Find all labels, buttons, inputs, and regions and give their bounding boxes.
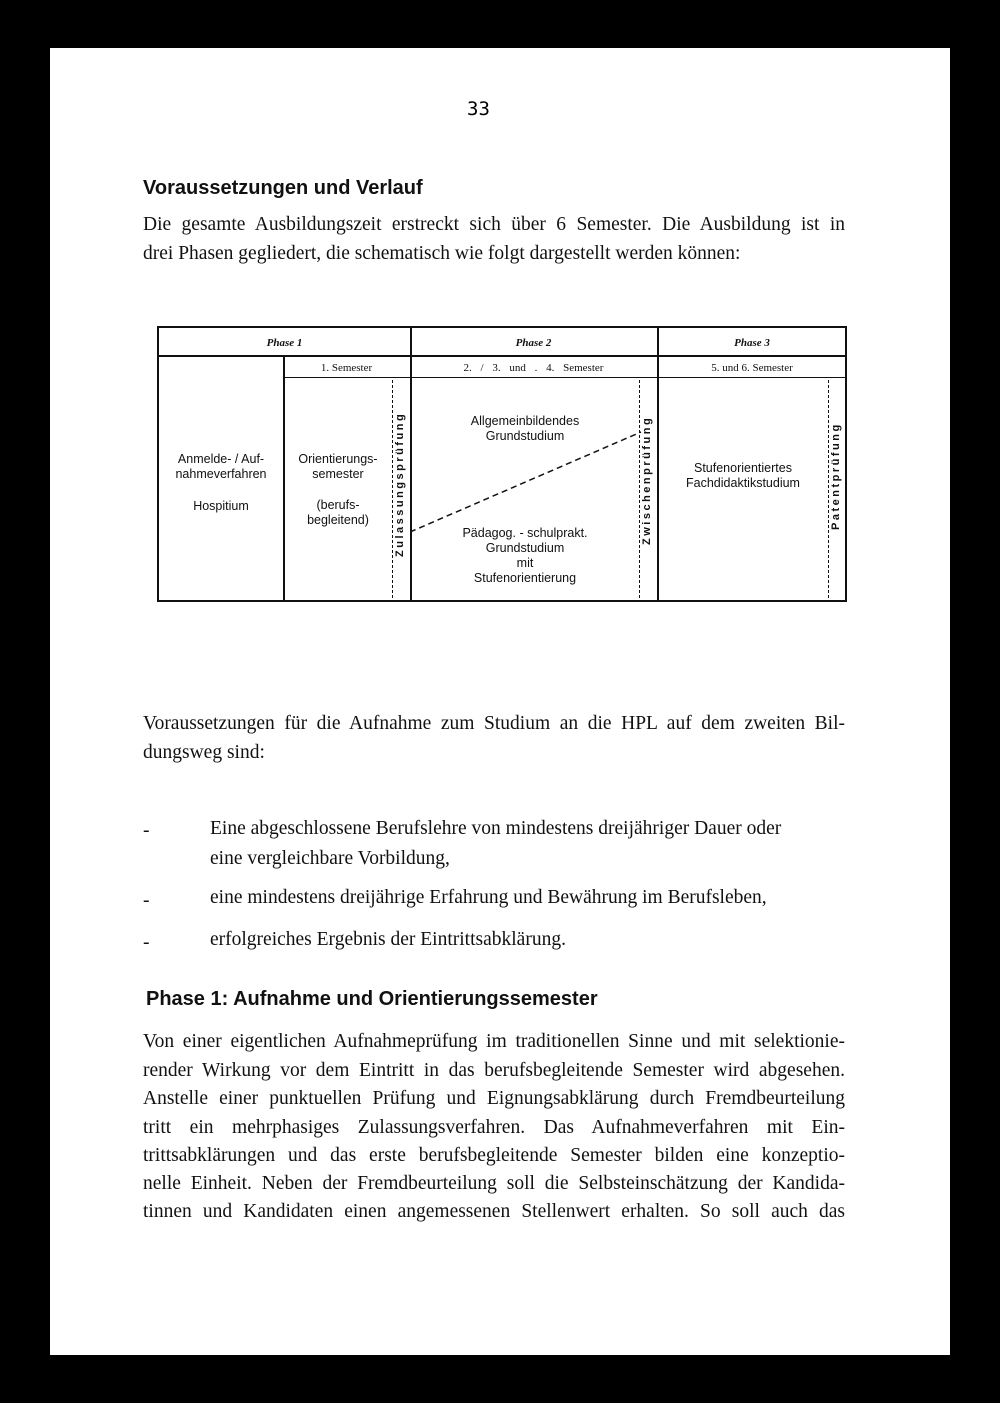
col-a-line-1: Anmelde- / Auf-	[177, 452, 265, 466]
patentpruefung-label: Patentprüfung	[830, 422, 842, 530]
intro-line-2: drei Phasen gegliedert, die schematisch wie folgt dargestellt werden können:	[143, 243, 741, 264]
bullet-dash-1: -	[143, 820, 150, 841]
col-b-line-4: begleitend)	[307, 513, 369, 527]
para-line-3: Anstelle einer punktuellen Prüfung und Eignungsabklärung durch Fremdbeurteilung	[143, 1088, 845, 1109]
col-b-line-1: Orientierungs-	[298, 452, 378, 466]
phase-3-header: Phase 3	[734, 337, 770, 349]
page-number: 33	[467, 98, 490, 120]
bullet-1-line-1: Eine abgeschlossene Berufslehre von mindestens dreijähriger Dauer oder	[210, 818, 782, 839]
lower-line-4: Stufenorientierung	[473, 571, 577, 585]
para-line-6: nelle Einheit. Neben der Fremdbeurteilung soll die Selbsteinschätzung der Kandida-	[143, 1173, 845, 1194]
phase-1-header: Phase 1	[266, 337, 303, 349]
phase-diagram	[157, 326, 847, 602]
intro-line-1: Die gesamte Ausbildungszeit erstreckt sich über 6 Semester. Die Ausbildung ist in	[143, 214, 845, 235]
col-b-line-3: (berufs-	[316, 498, 360, 512]
heading-voraussetzungen: Voraussetzungen und Verlauf	[143, 177, 423, 199]
phase-2-header: Phase 2	[515, 337, 552, 349]
bullet-1-line-2: eine vergleichbare Vorbildung,	[210, 848, 450, 869]
col-b-line-2: semester	[312, 467, 364, 481]
upper-line-2: Grundstudium	[485, 429, 565, 443]
para-line-1: Von einer eigentlichen Aufnahmeprüfung im traditionellen Sinne und mit selektionie-	[143, 1031, 845, 1052]
semester-1-label: 1. Semester	[320, 362, 373, 374]
lower-line-2: Grundstudium	[485, 541, 565, 555]
dashed-divider-line	[410, 428, 642, 538]
requirements-line-2: dungsweg sind:	[143, 742, 265, 763]
para-line-5: trittsabklärungen und das erste berufsbegleitende Semester bilden eine konzeptio-	[143, 1145, 845, 1166]
heading-phase-1: Phase 1: Aufnahme und Orientierungssemester	[146, 988, 598, 1010]
col-a-line-2: nahmeverfahren	[175, 467, 267, 481]
col-a-line-3: Hospitium	[193, 499, 249, 513]
col-d-line-2: Fachdidaktikstudium	[686, 476, 800, 490]
col-d-line-1: Stufenorientiertes	[694, 461, 792, 475]
zwischenpruefung-label: Zwischenprüfung	[641, 415, 653, 545]
zulassungspruefung-label: Zulassungsprüfung	[394, 411, 406, 557]
bullet-dash-2: -	[143, 890, 150, 911]
bullet-2-line-1: eine mindestens dreijährige Erfahrung und Bewährung im Berufsleben,	[210, 887, 767, 908]
semester-5-6-label: 5. und 6. Semester	[711, 362, 793, 374]
bullet-dash-3: -	[143, 932, 150, 953]
bullet-3-line-1: erfolgreiches Ergebnis der Eintrittsabklärung.	[210, 929, 566, 950]
para-line-4: tritt ein mehrphasiges Zulassungsverfahren. Das Aufnahmeverfahren mit Ein-	[143, 1117, 845, 1138]
lower-line-1: Pädagog. - schulprakt.	[462, 526, 588, 540]
upper-line-1: Allgemeinbildendes	[470, 414, 580, 428]
requirements-line-1: Voraussetzungen für die Aufnahme zum Studium an die HPL auf dem zweiten Bil-	[143, 713, 845, 734]
para-line-7: tinnen und Kandidaten einen angemessenen Stellenwert erhalten. So soll auch das	[143, 1201, 845, 1222]
semester-2-4-label: 2. / 3. und . 4. Semester	[463, 362, 604, 374]
para-line-2: render Wirkung vor dem Eintritt in das berufsbegleitende Semester wird abgesehen.	[143, 1060, 845, 1081]
lower-line-3: mit	[516, 556, 534, 570]
